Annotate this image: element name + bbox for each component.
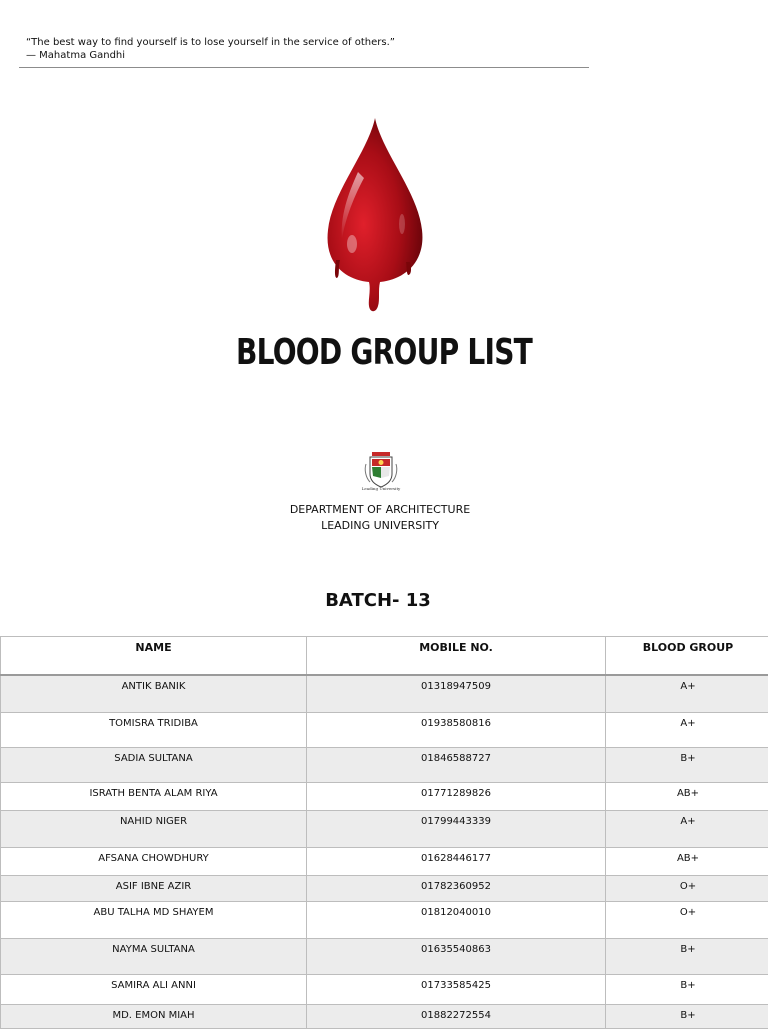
cell-mobile: 01782360952: [307, 875, 606, 901]
cell-mobile: 01771289826: [307, 782, 606, 810]
table-row: [1, 1004, 768, 1028]
cell-blood-group: B+: [606, 974, 768, 1004]
page-title: BLOOD GROUP LIST: [84, 332, 683, 373]
cell-mobile: 01733585425: [307, 974, 606, 1004]
cell-name: MD. EMON MIAH: [1, 1004, 307, 1028]
cell-blood-group: B+: [606, 1004, 768, 1028]
table-row: [1, 875, 768, 901]
department-block: [0, 502, 760, 534]
header-blood-group: BLOOD GROUP: [606, 637, 768, 676]
cell-mobile: 01846588727: [307, 747, 606, 782]
cell-name: ASIF IBNE AZIR: [1, 875, 307, 901]
cell-name: ANTIK BANIK: [1, 675, 307, 712]
quote-author: — Mahatma Gandhi: [26, 49, 395, 62]
cell-mobile: 01318947509: [307, 675, 606, 712]
cell-blood-group: A+: [606, 675, 768, 712]
university-crest-icon: [358, 450, 404, 496]
cell-blood-group: B+: [606, 938, 768, 974]
cell-name: NAHID NIGER: [1, 810, 307, 847]
cell-name: AFSANA CHOWDHURY: [1, 847, 307, 875]
blood-group-table: [0, 636, 768, 1029]
table-row: [1, 847, 768, 875]
cell-name: NAYMA SULTANA: [1, 938, 307, 974]
table-row: [1, 810, 768, 847]
cell-blood-group: AB+: [606, 782, 768, 810]
quote-divider: [19, 67, 589, 68]
cell-name: ABU TALHA MD SHAYEM: [1, 901, 307, 938]
cell-blood-group: O+: [606, 901, 768, 938]
table-row: [1, 782, 768, 810]
cell-blood-group: AB+: [606, 847, 768, 875]
cell-mobile: 01635540863: [307, 938, 606, 974]
table-row: [1, 974, 768, 1004]
cell-mobile: 01799443339: [307, 810, 606, 847]
table-row: [1, 747, 768, 782]
header-name: NAME: [1, 637, 307, 676]
cell-mobile: 01882272554: [307, 1004, 606, 1028]
cell-name: TOMISRA TRIDIBA: [1, 712, 307, 747]
cell-name: ISRATH BENTA ALAM RIYA: [1, 782, 307, 810]
cell-name: SAMIRA ALI ANNI: [1, 974, 307, 1004]
table-row: [1, 712, 768, 747]
cell-blood-group: B+: [606, 747, 768, 782]
university-name: LEADING UNIVERSITY: [0, 518, 760, 534]
table-row: [1, 901, 768, 938]
header-mobile: MOBILE NO.: [307, 637, 606, 676]
cell-mobile: 01938580816: [307, 712, 606, 747]
cell-blood-group: A+: [606, 712, 768, 747]
cell-mobile: 01628446177: [307, 847, 606, 875]
department-name: DEPARTMENT OF ARCHITECTURE: [0, 502, 760, 518]
batch-heading: BATCH- 13: [0, 590, 756, 611]
table-header-row: [1, 637, 768, 676]
quote-block: [26, 36, 395, 62]
logo-caption: Leading University: [352, 486, 410, 491]
cell-blood-group: A+: [606, 810, 768, 847]
blood-drop-icon: [318, 112, 432, 322]
cell-blood-group: O+: [606, 875, 768, 901]
cell-name: SADIA SULTANA: [1, 747, 307, 782]
cell-mobile: 01812040010: [307, 901, 606, 938]
quote-text: “The best way to find yourself is to lose yourself in the service of others.”: [26, 36, 395, 49]
table-row: [1, 675, 768, 712]
table-row: [1, 938, 768, 974]
